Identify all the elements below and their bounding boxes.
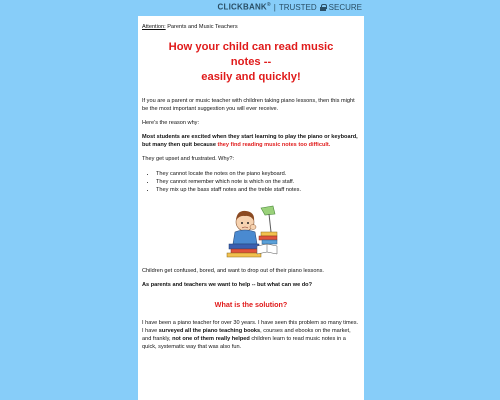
help-question: As parents and teachers we want to help -- but what can we do? <box>142 282 313 289</box>
teacher-text-3: children learn to read music notes in a quick, systematic way that was also fun. <box>142 336 346 351</box>
problem-red-text: they find reading music notes too difficult. <box>217 142 331 149</box>
teacher-paragraph <box>142 320 360 352</box>
teacher-bold-1: surveyed all the piano teaching books <box>158 328 261 335</box>
attention-text: Parents and Music Teachers <box>165 24 238 30</box>
problem-bold-text: Most students are excited when they start learning to play the piano or keyboard, but many then quit because <box>142 134 358 149</box>
list-item: • They cannot locate the notes on the piano keyboard. <box>156 170 360 178</box>
page-headline <box>142 40 360 84</box>
lock-icon <box>320 4 326 11</box>
secure-label: SECURE <box>328 2 362 12</box>
sales-page-content <box>138 16 364 400</box>
reasons-list <box>156 170 360 194</box>
list-item: • They cannot remember which note is which on the staff. <box>156 178 360 186</box>
teacher-text-2: , courses and ebooks on the market, and frankly, <box>142 328 351 343</box>
solution-heading: What is the solution? <box>214 300 288 310</box>
headline-line-1: How your child can read music <box>168 40 334 53</box>
clickbank-logo: CLICKBANK® <box>217 2 271 12</box>
reason-lead: Here's the reason why: <box>142 120 200 127</box>
teacher-bold-2: not one of them really helped <box>172 336 250 343</box>
headline-line-3: easily and quickly! <box>201 70 301 83</box>
intro-paragraph: If you are a parent or music teacher with children taking piano lessons, then this might be the most important suggestion you will ever receive. <box>142 98 355 113</box>
frustrated-line: They get upset and frustrated. Why?: <box>142 155 235 162</box>
confused-child-with-books-icon <box>221 202 281 258</box>
confused-paragraph: Children get confused, bored, and want to drop out of their piano lessons. <box>142 268 324 275</box>
attention-label: Attention: <box>142 24 166 30</box>
trust-badge <box>138 0 364 14</box>
badge-separator: | <box>273 2 276 12</box>
teacher-text-1: I have been a piano teacher for over 30 years. I have seen this problem so many times. I have <box>142 320 359 335</box>
trusted-label: TRUSTED <box>278 2 317 12</box>
list-item: • They mix up the bass staff notes and the treble staff notes. <box>156 186 360 194</box>
problem-paragraph <box>142 134 360 150</box>
headline-line-2: notes -- <box>230 55 272 68</box>
attention-line <box>142 24 360 32</box>
